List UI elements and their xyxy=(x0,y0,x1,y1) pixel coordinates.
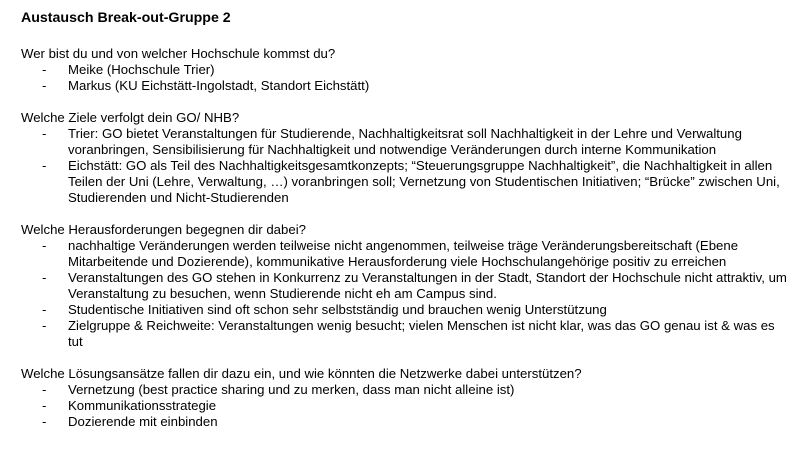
list-item xyxy=(21,78,788,94)
bullet-dash: - xyxy=(42,62,47,77)
list-item xyxy=(21,238,788,270)
list-item-text: Vernetzung (best practice sharing und zu merken, dass man nicht alleine ist) xyxy=(68,382,515,397)
list-item-text: nachhaltige Veränderungen werden teilweise nicht angenommen, teilweise träge Veränderungsbereitschaft (Ebene Mitarbeitende und Dozierende), kommunikative Herausforderung viele Hochschulangehörige positiv zu erreichen xyxy=(68,238,739,269)
section-question: Welche Ziele verfolgt dein GO/ NHB? xyxy=(21,110,240,125)
section-2 xyxy=(21,110,788,206)
bullet-list xyxy=(21,238,788,350)
list-item xyxy=(21,398,788,414)
bullet-dash: - xyxy=(42,318,47,333)
list-item-text: Zielgruppe & Reichweite: Veranstaltungen wenig besucht; vielen Menschen ist nicht klar, was das GO genau ist & was es tut xyxy=(68,318,775,349)
section-question: Welche Lösungsansätze fallen dir dazu ein, und wie könnten die Netzwerke dabei unterstützen? xyxy=(21,366,582,381)
bullet-dash: - xyxy=(42,414,47,429)
document-title: Austausch Break-out-Gruppe 2 xyxy=(21,10,231,26)
bullet-dash: - xyxy=(42,158,47,173)
list-item xyxy=(21,158,788,206)
list-item xyxy=(21,302,788,318)
bullet-dash: - xyxy=(42,270,47,285)
list-item-text: Markus (KU Eichstätt-Ingolstadt, Standort Eichstätt) xyxy=(68,78,370,93)
list-item xyxy=(21,414,788,430)
sections-container xyxy=(21,46,788,430)
list-item-text: Dozierende mit einbinden xyxy=(68,414,218,429)
bullet-list xyxy=(21,126,788,206)
list-item-text: Veranstaltungen des GO stehen in Konkurrenz zu Veranstaltungen in der Stadt, Standort der Hochschule nicht attraktiv, um Veranstaltung zu besuchen, wenn Studierende nicht eh am Campus sind. xyxy=(68,270,787,301)
section-3 xyxy=(21,222,788,350)
list-item-text: Eichstätt: GO als Teil des Nachhaltigkeitsgesamtkonzepts; “Steuerungsgruppe Nachhaltigkeit”, die Nachhaltigkeit in allen Teilen der Uni (Lehre, Verwaltung, …) voranbringen soll; Vernetzung von Studentischen Initiativen; “Brücke” zwischen Uni, Studierenden und Nicht-Studierenden xyxy=(68,158,780,205)
list-item xyxy=(21,126,788,158)
list-item-text: Studentische Initiativen sind oft schon sehr selbstständig und brauchen wenig Unterstützung xyxy=(68,302,607,317)
list-item-text: Trier: GO bietet Veranstaltungen für Studierende, Nachhaltigkeitsrat soll Nachhaltigkeit in der Lehre und Verwaltung voranbringen, Sensibilisierung für Nachhaltigkeit und notwendige Veränderungen durch interne Kommunikation xyxy=(68,126,742,157)
section-4 xyxy=(21,366,788,430)
bullet-dash: - xyxy=(42,398,47,413)
bullet-list xyxy=(21,62,788,94)
list-item xyxy=(21,382,788,398)
list-item-text: Kommunikationsstrategie xyxy=(68,398,217,413)
bullet-dash: - xyxy=(42,302,47,317)
bullet-dash: - xyxy=(42,78,47,93)
list-item xyxy=(21,62,788,78)
bullet-dash: - xyxy=(42,238,47,253)
list-item-text: Meike (Hochschule Trier) xyxy=(68,62,215,77)
section-question: Wer bist du und von welcher Hochschule kommst du? xyxy=(21,46,336,61)
section-1 xyxy=(21,46,788,94)
list-item xyxy=(21,318,788,350)
bullet-list xyxy=(21,382,788,430)
list-item xyxy=(21,270,788,302)
bullet-dash: - xyxy=(42,126,47,141)
section-question: Welche Herausforderungen begegnen dir dabei? xyxy=(21,222,306,237)
bullet-dash: - xyxy=(42,382,47,397)
